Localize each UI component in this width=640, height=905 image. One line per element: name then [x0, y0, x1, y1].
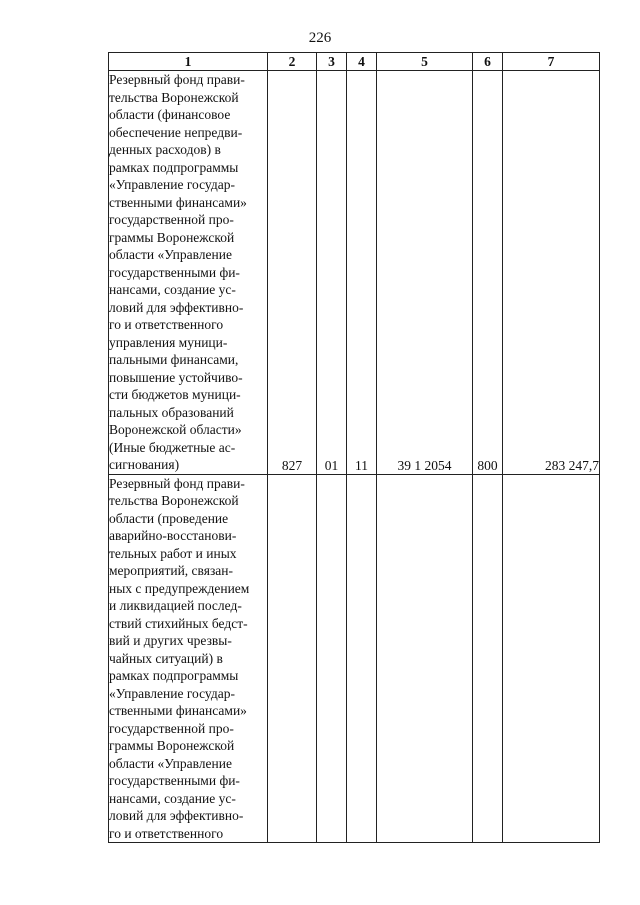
page-number: 226 [308, 30, 332, 46]
description-line: «Управление государ- [109, 177, 235, 192]
description-line: граммы Воронежской [109, 738, 235, 753]
description-line: ственными финансами» [109, 703, 247, 718]
description-line: государственной про- [109, 720, 234, 736]
header-col-2: 2 [268, 53, 317, 71]
header-col-6: 6 [473, 53, 503, 71]
description-line: тельства Воронежской [109, 493, 239, 508]
cell-ministry-code: 827 [268, 71, 317, 475]
description-line: ловий для эффективно- [109, 808, 244, 823]
cell-ministry-code [268, 474, 317, 843]
description-line: области «Управление [109, 755, 232, 771]
description-line: обеспечение непредви- [109, 124, 243, 140]
description-line: (Иные бюджетные ас- [109, 439, 236, 455]
description-line: области (проведение [109, 510, 229, 526]
header-row [109, 53, 600, 71]
description-line: Воронежской области» [109, 422, 242, 437]
cell-section-code: 01 [317, 71, 347, 475]
header-col-4: 4 [347, 53, 377, 71]
description-line: рамках подпрограммы [109, 668, 239, 683]
row-description [109, 474, 268, 843]
header-col-7: 7 [503, 53, 600, 71]
description-line: тельных работ и иных [109, 545, 237, 561]
cell-section-code [317, 474, 347, 843]
description-line: денных расходов) в [109, 142, 221, 157]
cell-subsection-code [347, 474, 377, 843]
description-line: нансами, создание ус- [109, 790, 236, 806]
description-line: государственными фи- [109, 264, 240, 280]
description-line: пальными финансами, [109, 352, 239, 367]
description-line: Резервный фонд прави- [109, 475, 245, 491]
budget-table [108, 52, 600, 843]
cell-target-article: 39 1 2054 [377, 71, 473, 475]
table-row [109, 474, 600, 843]
description-line: ловий для эффективно- [109, 299, 244, 315]
cell-expense-type: 800 [473, 71, 503, 475]
description-line: граммы Воронежской [109, 229, 235, 245]
description-line: ственными финансами» [109, 194, 247, 210]
description-line: и ликвидацией послед- [109, 598, 242, 613]
description-line: ных с предупреждением [109, 580, 250, 596]
description-line: чайных ситуаций) в [109, 650, 223, 666]
cell-amount: 283 247,7 [503, 71, 600, 475]
description-line: Резервный фонд прави- [109, 72, 245, 87]
description-line: аварийно-восстанови- [109, 528, 237, 543]
description-line: государственной про- [109, 212, 234, 227]
row-description [109, 71, 268, 475]
description-line: мероприятий, связан- [109, 563, 233, 578]
description-line: области «Управление [109, 247, 232, 262]
description-line: вий и других чрезвы- [109, 633, 232, 648]
header-col-1: 1 [109, 53, 268, 71]
description-line: пальных образований [109, 404, 234, 420]
description-line: тельства Воронежской [109, 89, 239, 105]
description-line: управления муници- [109, 334, 228, 350]
description-line: рамках подпрограммы [109, 159, 239, 175]
cell-amount [503, 474, 600, 843]
description-line: повышение устойчиво- [109, 369, 243, 385]
description-line: «Управление государ- [109, 685, 235, 701]
header-col-3: 3 [317, 53, 347, 71]
description-line: государственными фи- [109, 773, 240, 788]
header-col-5: 5 [377, 53, 473, 71]
description-line: сигнования) [109, 457, 180, 472]
description-line: сти бюджетов муници- [109, 387, 241, 402]
description-line: ствий стихийных бедст- [109, 615, 248, 631]
cell-expense-type [473, 474, 503, 843]
description-line: нансами, создание ус- [109, 282, 236, 297]
description-line: го и ответственного [109, 825, 224, 841]
cell-subsection-code: 11 [347, 71, 377, 475]
cell-target-article [377, 474, 473, 843]
description-line: го и ответственного [109, 317, 224, 332]
table-row [109, 71, 600, 475]
description-line: области (финансовое [109, 107, 231, 122]
